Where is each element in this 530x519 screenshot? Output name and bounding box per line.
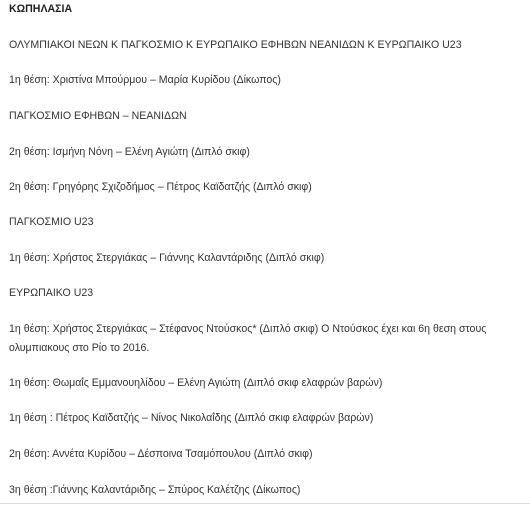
section-heading-world-u23: ΠΑΓΚΟΣΜΙΟ U23: [9, 216, 94, 228]
result-line: 2η θέση: Ισμήνη Νόνη – Ελένη Αγιώτη (Διπλό σκιφ): [9, 146, 250, 158]
result-line: 1η θέση: Χριστίνα Μπούρμου – Μαρία Κυρίδου (Δίκωπος): [9, 74, 281, 86]
result-line: 2η θέση: Γρηγόρης Σχιζοδήμος – Πέτρος Καϊδατζής (Διπλό σκιφ): [9, 181, 312, 193]
result-line: 1η θέση : Πέτρος Καϊδατζής – Νίνος Νικολαΐδης (Διπλό σκιφ ελαφρών βαρών): [9, 412, 374, 424]
result-line: 1η θέση: Χρήστος Στεργιάκας – Γιάννης Καλαντάριδης (Διπλό σκιφ): [9, 252, 325, 264]
result-line: 1η θέση: Χρήστος Στεργιάκας – Στέφανος Ντούσκος* (Διπλό σκιφ) Ο Ντούσκος έχει και 6η θεση στους ολυμπιακους στο Ρίο το 2016.: [9, 323, 487, 354]
section-heading-world-junior: ΠΑΓΚΟΣΜΙΟ ΕΦΗΒΩΝ – ΝΕΑΝΙΔΩΝ: [9, 110, 187, 122]
result-line: 3η θέση :Γιάννης Καλαντάριδης – Σπύρος Καλέτζης (Δίκωπος): [9, 484, 301, 496]
result-line: 2η θέση: Αννέτα Κυρίδου – Δέσποινα Τσαμόπουλου (Διπλό σκιφ): [9, 448, 313, 460]
result-line: 1η θέση: Θωμαΐς Εμμανουηλίδου – Ελένη Αγιώτη (Διπλό σκιφ ελαφρών βαρών): [9, 377, 383, 389]
bottom-divider: [0, 503, 530, 504]
section-heading-european-u23: ΕΥΡΩΠΑΙΚΟ U23: [9, 287, 94, 299]
section-title: ΚΩΠΗΛΑΣΙΑ: [9, 3, 73, 15]
section-heading-youth-olympics: ΟΛΥΜΠΙΑΚΟΙ ΝΕΩΝ Κ ΠΑΓΚΟΣΜΙΟ Κ ΕΥΡΩΠΑΙΚΟ ΕΦΗΒΩΝ ΝΕΑΝΙΔΩΝ Κ ΕΥΡΩΠΑΙΚΟ U23: [9, 39, 462, 51]
